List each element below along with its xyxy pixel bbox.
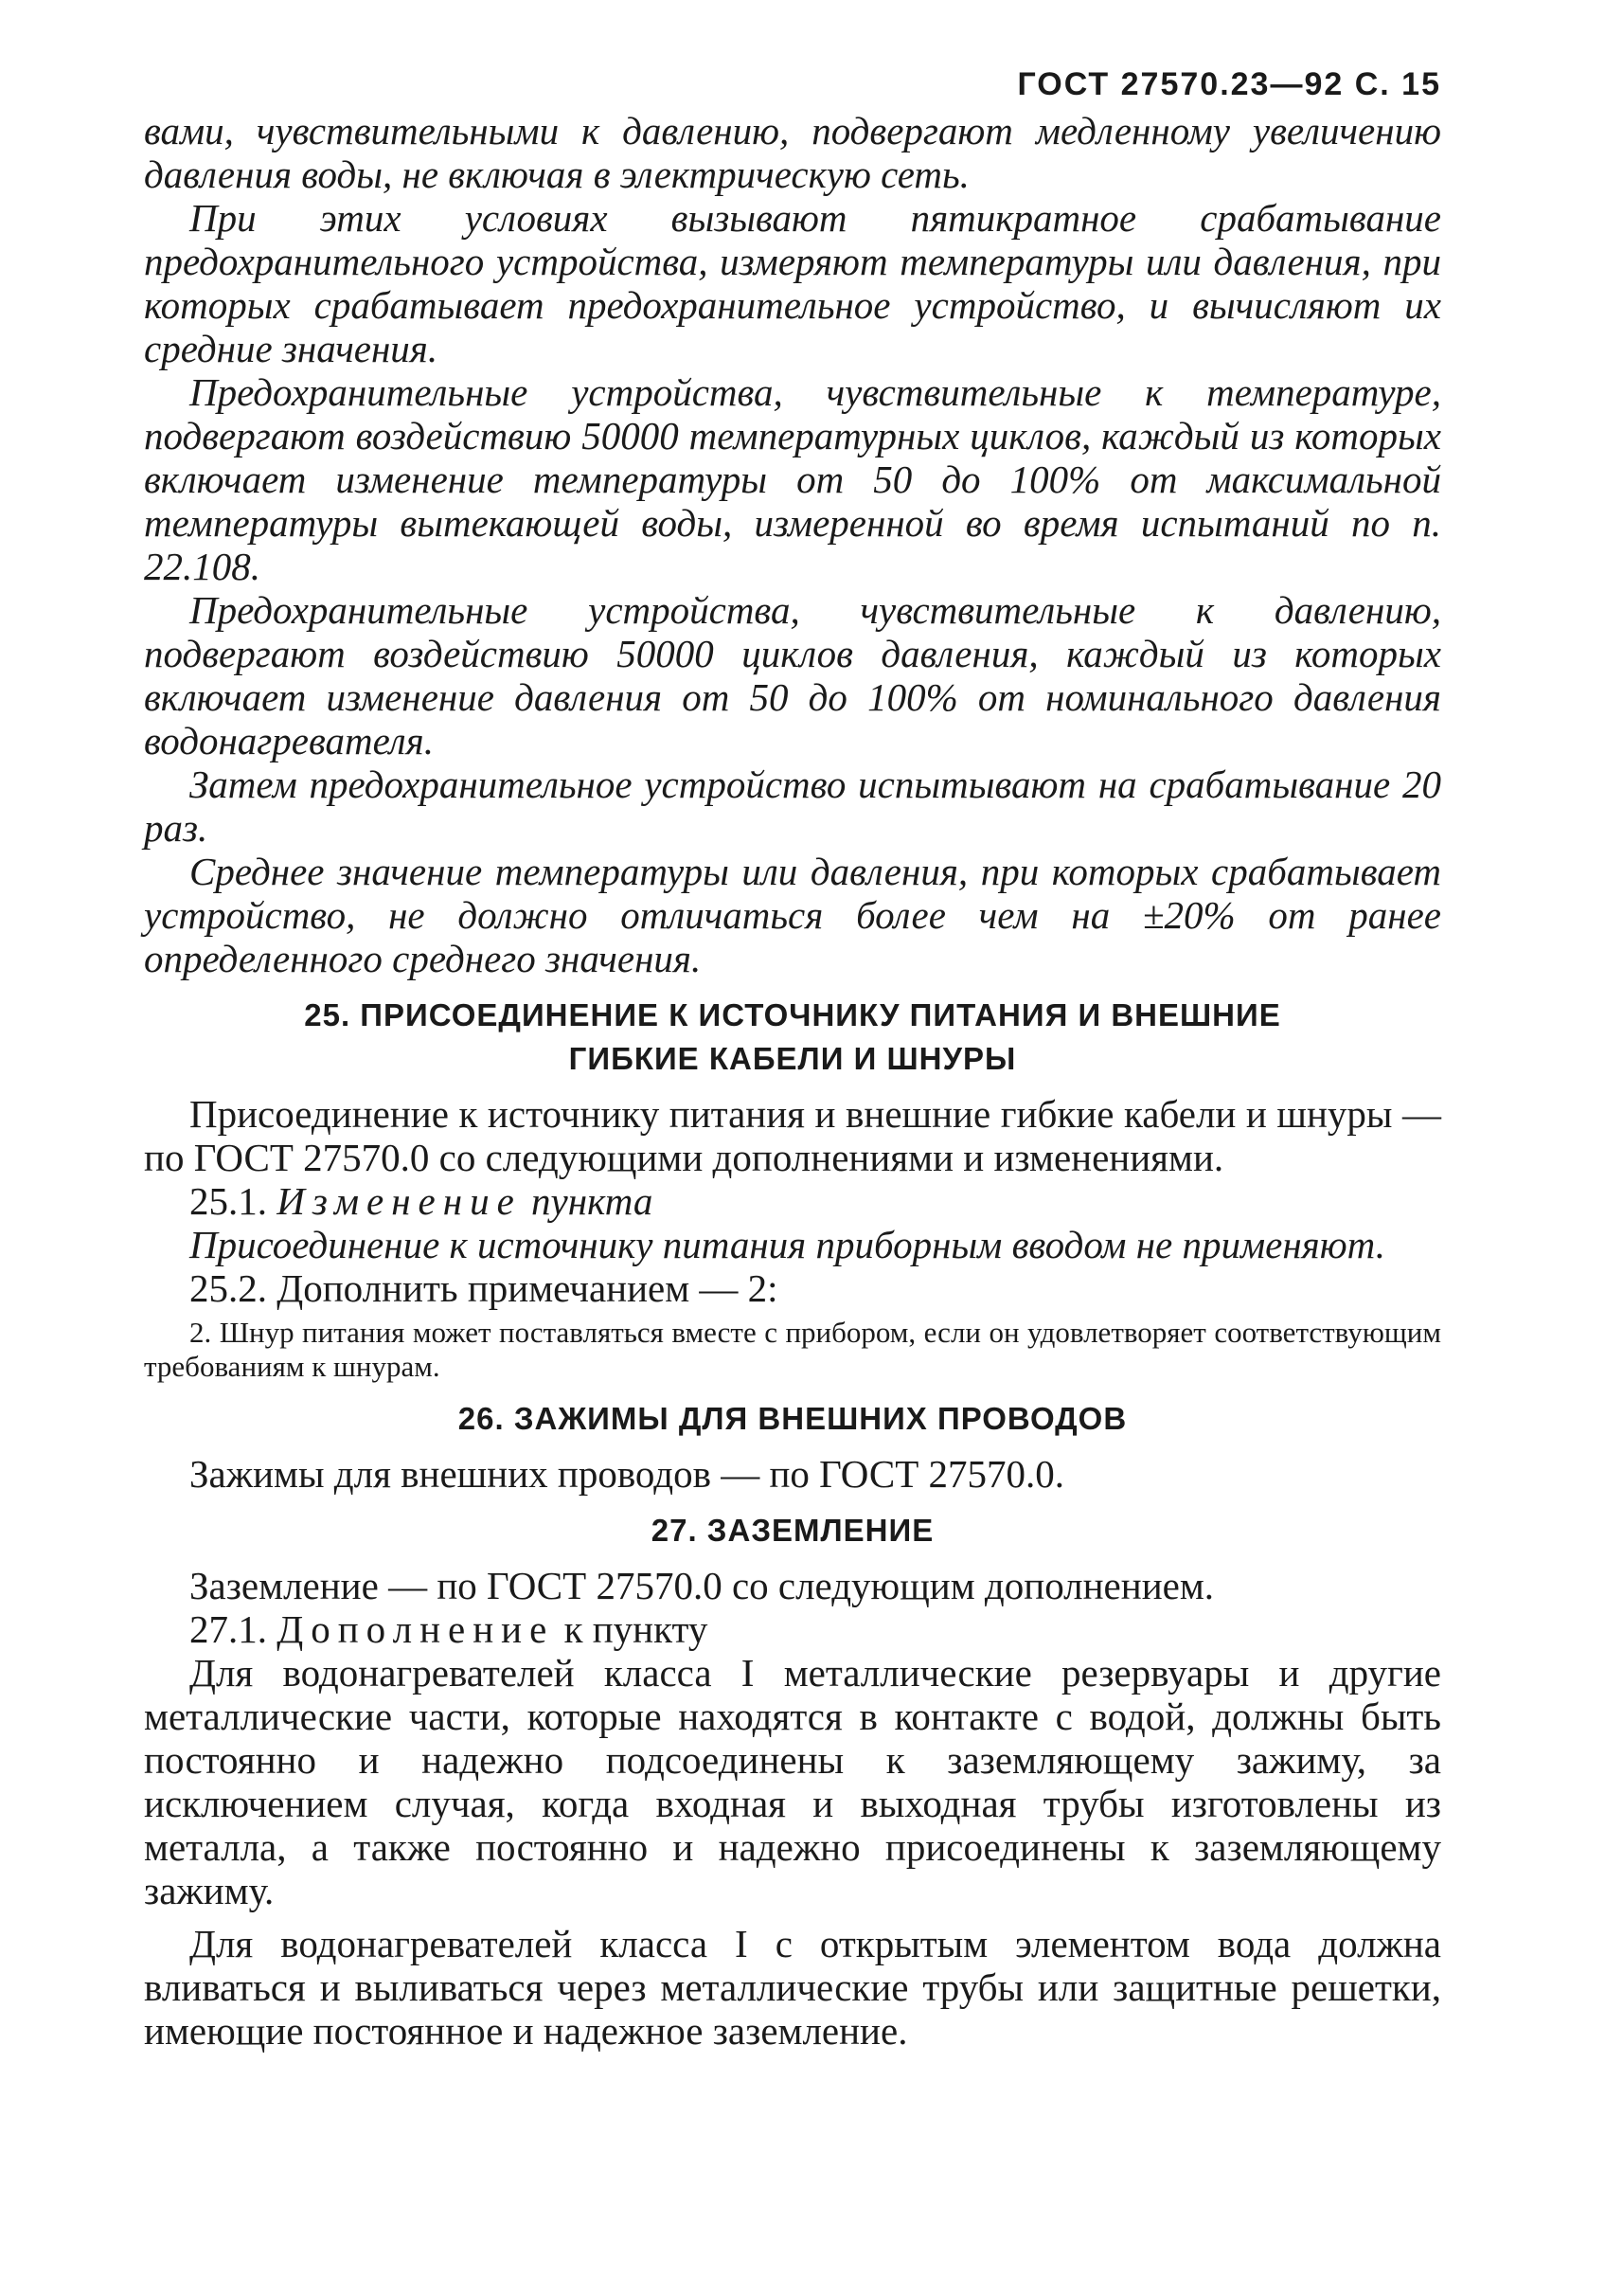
item-27-1-rest: к пункту <box>563 1607 708 1651</box>
section-25-heading-line1: 25. ПРИСОЕДИНЕНИЕ К ИСТОЧНИКУ ПИТАНИЯ И ВНЕШНИЕ <box>304 997 1281 1032</box>
item-25-1-number: 25.1. <box>189 1179 267 1223</box>
item-25-1-label: Изменение <box>276 1179 522 1223</box>
item-27-1-label: Дополнение <box>276 1607 555 1651</box>
section-25-heading <box>144 994 1441 1081</box>
section-27-heading: 27. ЗАЗЕМЛЕНИЕ <box>651 1513 935 1548</box>
paragraph-mean-value: Среднее значение температуры или давления, при которых срабатывает устройство, не должно отличаться более чем на ±20% от ранее определенного среднего значения. <box>144 850 1441 980</box>
note-2: 2. Шнур питания может поставляться вместе с прибором, если он удовлетворяет соответствующим требованиям к шнурам. <box>144 1316 1441 1383</box>
paragraph-continuation: вами, чувствительными к давлению, подвергают медленному увеличению давления воды, не включая в электрическую сеть. <box>144 109 1441 196</box>
section-25-intro: Присоединение к источнику питания и внешние гибкие кабели и шнуры — по ГОСТ 27570.0 со следующими дополнениями и изменениями. <box>144 1092 1441 1179</box>
paragraph-conditions: При этих условиях вызывают пятикратное срабатывание предохранительного устройства, измеряют температуры или давления, при которых срабатывает предохранительное устройство, и вычисляют их средние значения. <box>144 196 1441 370</box>
section-26-heading: 26. ЗАЖИМЫ ДЛЯ ВНЕШНИХ ПРОВОДОВ <box>457 1401 1128 1436</box>
page-header: ГОСТ 27570.23—92 С. 15 <box>1017 66 1441 102</box>
item-27-1 <box>144 1607 1441 1651</box>
paragraph-trip-test: Затем предохранительное устройство испытывают на срабатывание 20 раз. <box>144 762 1441 850</box>
section-27-paragraph-1: Для водонагревателей класса I металлические резервуары и другие металлические части, которые находятся в контакте с водой, должны быть постоянно и надежно подсоединены к заземляющему зажиму, за исключением случая, когда входная и выходная трубы изготовлены из металла, а также постоянно и надежно присоединены к заземляющему зажиму. <box>144 1651 1441 1912</box>
section-25-heading-line2: ГИБКИЕ КАБЕЛИ И ШНУРЫ <box>568 1041 1017 1076</box>
section-27-intro: Заземление — по ГОСТ 27570.0 со следующим дополнением. <box>189 1564 1215 1607</box>
document-page <box>144 66 1441 2053</box>
item-25-2: 25.2. Дополнить примечанием — 2: <box>189 1266 778 1310</box>
item-25-1-rest: пункта <box>531 1179 653 1223</box>
item-25-1-text: Присоединение к источнику питания приборным вводом не применяют. <box>189 1223 1386 1266</box>
paragraph-temperature-devices: Предохранительные устройства, чувствительные к температуре, подвергают воздействию 50000 температурных циклов, каждый из которых включает изменение температуры от 50 до 100% от максимальной температуры вытекающей воды, измеренной во время испытаний по п. 22.108. <box>144 370 1441 588</box>
item-27-1-number: 27.1. <box>189 1607 267 1651</box>
section-27-paragraph-2: Для водонагревателей класса I с открытым элементом вода должна вливаться и выливаться через металлические трубы или защитные решетки, имеющие постоянное и надежное заземление. <box>144 1922 1441 2053</box>
item-25-1 <box>144 1179 1441 1223</box>
paragraph-pressure-devices: Предохранительные устройства, чувствительные к давлению, подвергают воздействию 50000 циклов давления, каждый из которых включает изменение давления от 50 до 100% от номинального давления водонагревателя. <box>144 588 1441 762</box>
section-26-text: Зажимы для внешних проводов — по ГОСТ 27570.0. <box>189 1452 1065 1496</box>
